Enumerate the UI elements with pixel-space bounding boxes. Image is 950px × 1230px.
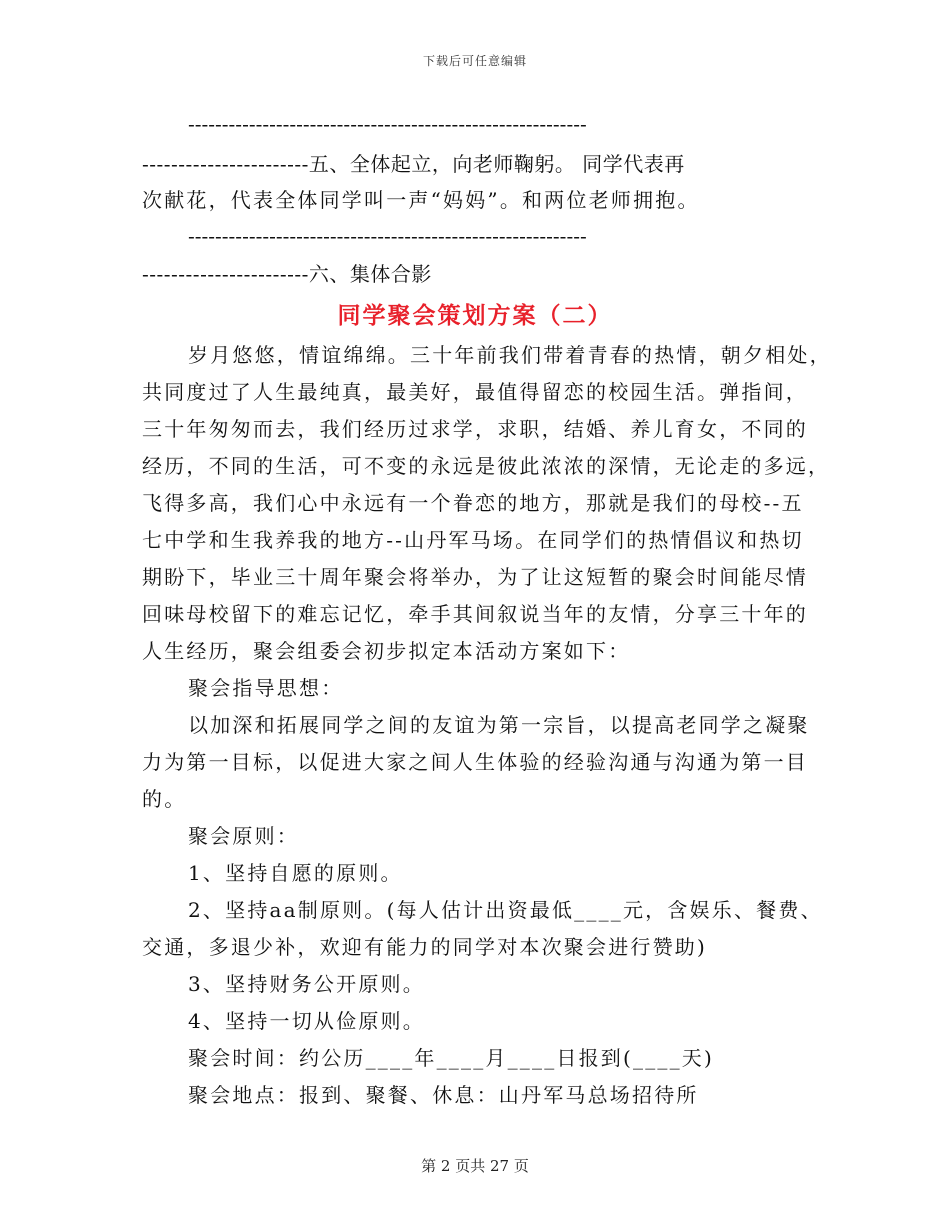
guiding-text-line: 的。 <box>142 787 187 811</box>
separator-line: ----------------------------------------------------------- <box>188 224 587 248</box>
guiding-text-line: 力为第一目标，以促进大家之间人生体验的经验沟通与沟通为第一目 <box>142 750 808 774</box>
principle-item: 2、坚持aa制原则。(每人估计出资最低____元，含娱乐、餐费、 <box>188 898 823 922</box>
principle-item-continued: 交通，多退少补，欢迎有能力的同学对本次聚会进行赞助) <box>142 935 708 959</box>
paragraph-line: 共同度过了人生最纯真，最美好，最值得留恋的校园生活。弹指间， <box>142 380 808 404</box>
page-footer: 第 2 页共 27 页 <box>421 1157 529 1175</box>
program-item-five-continued: 次献花，代表全体同学叫一声“妈妈”。和两位老师拥抱。 <box>142 188 700 212</box>
paragraph-line: 经历，不同的生活，可不变的永远是彼此浓浓的深情，无论走的多远， <box>142 454 831 478</box>
program-item-six: -----------------------六、集体合影 <box>142 262 432 286</box>
paragraph-line: 人生经历，聚会组委会初步拟定本活动方案如下： <box>142 639 631 663</box>
page-header: 下载后可任意编辑 <box>422 54 527 68</box>
section-title: 同学聚会策划方案（二） <box>337 302 613 329</box>
paragraph-line: 岁月悠悠，情谊绵绵。三十年前我们带着青春的热情，朝夕相处， <box>188 343 832 367</box>
paragraph-line: 飞得多高，我们心中永远有一个眷恋的地方，那就是我们的母校--五 <box>142 491 804 515</box>
reunion-place: 聚会地点：报到、聚餐、休息：山丹军马总场招待所 <box>188 1083 699 1107</box>
paragraph-line: 七中学和生我养我的地方--山丹军马场。在同学们的热情倡议和热切 <box>142 528 804 552</box>
principle-item: 1、坚持自愿的原则。 <box>188 861 403 885</box>
guiding-text-line: 以加深和拓展同学之间的友谊为第一宗旨，以提高老同学之凝聚 <box>188 713 810 737</box>
reunion-time: 聚会时间：约公历____年____月____日报到(____天) <box>188 1046 715 1070</box>
principle-item: 4、坚持一切从俭原则。 <box>188 1009 425 1033</box>
paragraph-line: 回味母校留下的难忘记忆，牵手其间叙说当年的友情，分享三十年的 <box>142 602 808 626</box>
guiding-heading: 聚会指导思想： <box>188 676 344 700</box>
program-item-five: -----------------------五、全体起立，向老师鞠躬。 同学代表再 <box>142 152 685 176</box>
separator-line: ----------------------------------------------------------- <box>188 112 587 136</box>
principles-heading: 聚会原则： <box>188 824 299 848</box>
paragraph-line: 期盼下，毕业三十周年聚会将举办，为了让这短暂的聚会时间能尽情 <box>142 565 808 589</box>
principle-item: 3、坚持财务公开原则。 <box>188 972 425 996</box>
paragraph-line: 三十年匆匆而去，我们经历过求学，求职，结婚、养儿育女，不同的 <box>142 417 808 441</box>
